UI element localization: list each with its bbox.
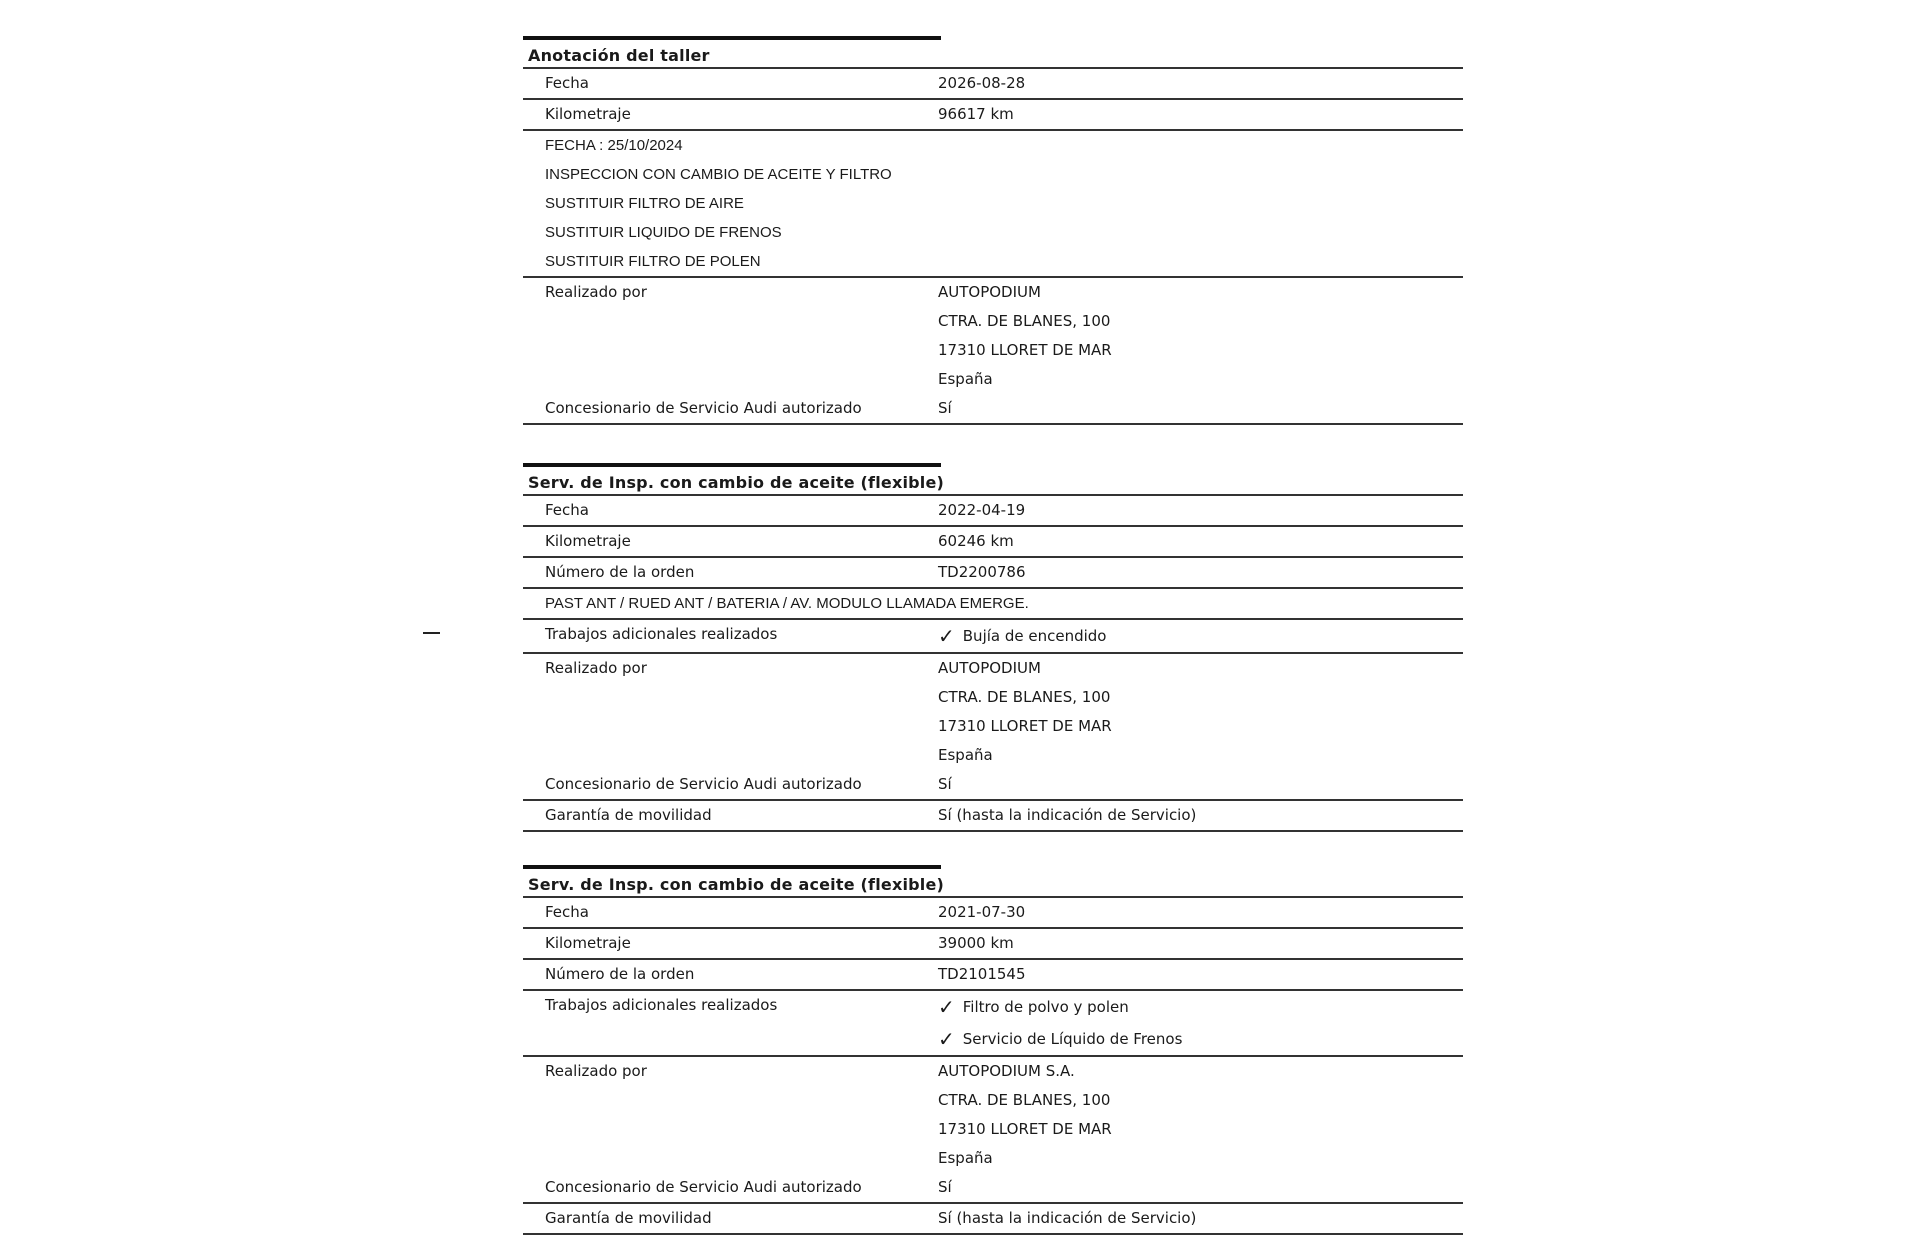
margin-dash-mark [423, 632, 440, 634]
note-line: INSPECCION CON CAMBIO DE ACEITE Y FILTRO [545, 166, 892, 183]
section-title: Serv. de Insp. con cambio de aceite (flexible) [528, 875, 945, 894]
orden-value: TD2101545 [938, 965, 1026, 983]
address-line: CTRA. DE BLANES, 100 [938, 312, 1111, 330]
address-line: AUTOPODIUM [938, 659, 1041, 677]
address-line: 17310 LLORET DE MAR [938, 341, 1112, 359]
km-value: 60246 km [938, 532, 1014, 550]
concesionario-value: Sí [938, 775, 952, 793]
concesionario-label: Concesionario de Servicio Audi autorizado [545, 775, 862, 793]
section-anotacion-taller [523, 36, 1463, 425]
realizado-label: Realizado por [545, 1062, 647, 1080]
address-line: España [938, 1149, 993, 1167]
fecha-value: 2021-07-30 [938, 903, 1026, 921]
fecha-label: Fecha [545, 903, 589, 921]
row-fecha [523, 898, 1463, 929]
orden-value: TD2200786 [938, 563, 1026, 581]
fecha-label: Fecha [545, 74, 589, 92]
trabajos-label: Trabajos adicionales realizados [545, 625, 778, 643]
address-line: CTRA. DE BLANES, 100 [938, 1091, 1111, 1109]
row-numero-orden [523, 558, 1463, 589]
address-line: 17310 LLORET DE MAR [938, 1120, 1112, 1138]
trabajo-text: Filtro de polvo y polen [962, 997, 1129, 1016]
section-title: Anotación del taller [528, 46, 710, 65]
row-trabajos [523, 620, 1463, 654]
check-icon: ✓ [938, 623, 955, 648]
section-table [523, 494, 1463, 832]
concesionario-label: Concesionario de Servicio Audi autorizado [545, 1178, 862, 1196]
row-notes [523, 131, 1463, 278]
row-concesionario [523, 1173, 1463, 1204]
km-value: 39000 km [938, 934, 1014, 952]
section-table [523, 896, 1463, 1235]
orden-label: Número de la orden [545, 563, 695, 581]
realizado-value [938, 278, 1463, 394]
trabajo-text: Bujía de encendido [962, 626, 1107, 645]
row-kilometraje [523, 527, 1463, 558]
row-fecha [523, 496, 1463, 527]
note-line: PAST ANT / RUED ANT / BATERIA / AV. MODULO LLAMADA EMERGE. [545, 595, 1029, 612]
fecha-value: 2022-04-19 [938, 501, 1026, 519]
trabajo-item [938, 1023, 1463, 1055]
note-line: SUSTITUIR FILTRO DE AIRE [545, 195, 744, 212]
row-concesionario [523, 770, 1463, 801]
fecha-label: Fecha [545, 501, 589, 519]
section-servicio-2022 [523, 463, 1463, 832]
trabajos-value [938, 620, 1463, 652]
workshop-notes [523, 131, 892, 276]
trabajo-item [938, 620, 1463, 652]
realizado-value [938, 1057, 1463, 1173]
row-garantia [523, 1204, 1463, 1235]
note-line: SUSTITUIR FILTRO DE POLEN [545, 253, 761, 270]
section-table [523, 67, 1463, 425]
realizado-label: Realizado por [545, 283, 647, 301]
address-line: AUTOPODIUM [938, 283, 1041, 301]
section-servicio-2021 [523, 865, 1463, 1235]
row-trabajos [523, 991, 1463, 1057]
row-garantia [523, 801, 1463, 832]
address-line: AUTOPODIUM S.A. [938, 1062, 1075, 1080]
note-line: SUSTITUIR LIQUIDO DE FRENOS [545, 224, 782, 241]
garantia-label: Garantía de movilidad [545, 806, 712, 824]
km-label: Kilometraje [545, 934, 631, 952]
concesionario-value: Sí [938, 399, 952, 417]
check-icon: ✓ [938, 994, 955, 1019]
check-icon: ✓ [938, 1026, 955, 1051]
row-fecha [523, 69, 1463, 100]
address-line: España [938, 370, 993, 388]
garantia-value: Sí (hasta la indicación de Servicio) [938, 806, 1197, 824]
section-title: Serv. de Insp. con cambio de aceite (flexible) [528, 473, 945, 492]
concesionario-value: Sí [938, 1178, 952, 1196]
row-realizado [523, 278, 1463, 394]
row-kilometraje [523, 929, 1463, 960]
address-line: España [938, 746, 993, 764]
note-line: FECHA : 25/10/2024 [545, 137, 683, 154]
address-line: 17310 LLORET DE MAR [938, 717, 1112, 735]
km-label: Kilometraje [545, 105, 631, 123]
garantia-value: Sí (hasta la indicación de Servicio) [938, 1209, 1197, 1227]
row-concesionario [523, 394, 1463, 425]
service-note [523, 589, 1029, 618]
orden-label: Número de la orden [545, 965, 695, 983]
row-kilometraje [523, 100, 1463, 131]
realizado-value [938, 654, 1463, 770]
trabajos-value [938, 991, 1463, 1055]
concesionario-label: Concesionario de Servicio Audi autorizado [545, 399, 862, 417]
km-label: Kilometraje [545, 532, 631, 550]
row-note [523, 589, 1463, 620]
address-line: CTRA. DE BLANES, 100 [938, 688, 1111, 706]
trabajo-item [938, 991, 1463, 1023]
trabajos-label: Trabajos adicionales realizados [545, 996, 778, 1014]
row-realizado [523, 654, 1463, 770]
row-numero-orden [523, 960, 1463, 991]
garantia-label: Garantía de movilidad [545, 1209, 712, 1227]
km-value: 96617 km [938, 105, 1014, 123]
trabajo-text: Servicio de Líquido de Frenos [962, 1029, 1183, 1048]
fecha-value: 2026-08-28 [938, 74, 1026, 92]
realizado-label: Realizado por [545, 659, 647, 677]
row-realizado [523, 1057, 1463, 1173]
